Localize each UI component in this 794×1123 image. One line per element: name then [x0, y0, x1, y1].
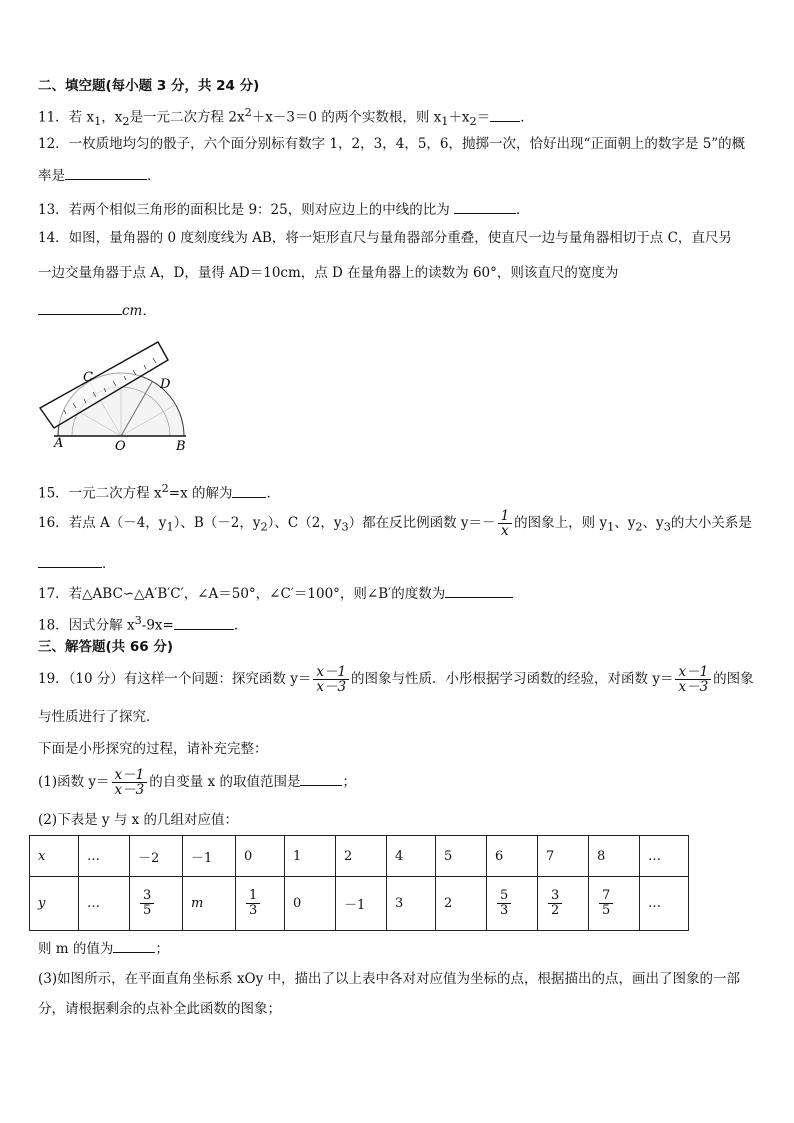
table-cell: y	[30, 877, 79, 931]
question-13: 13．若两个相似三角形的面积比是 9：25，则对应边上的中线的比为 ．	[38, 199, 530, 219]
fraction-func: $\frac{x-1}{x-3}$	[112, 768, 148, 797]
table-cell: 2	[336, 836, 387, 877]
section-2-title: 二、填空题(每小题 3 分，共 24 分)	[38, 78, 260, 94]
question-12-line1: 12．一枚质地均匀的骰子，六个面分别标有数字 1，2，3，4，5，6，抛掷一次，恰好出现“正面朝上的数字是 5”的概	[38, 136, 746, 152]
table-cell: x	[30, 836, 79, 877]
table-cell: 6	[487, 836, 538, 877]
question-18: 18．因式分解 $x^3-9x=$ ．	[38, 614, 248, 634]
table-cell: $\frac{3}{5}$	[130, 877, 183, 931]
table-cell: 4	[387, 836, 436, 877]
table-cell: …	[640, 836, 689, 877]
table-cell: $\frac{1}{3}$	[236, 877, 285, 931]
label-d: D	[160, 377, 171, 392]
section-3-title: 三、解答题(共 66 分)	[38, 639, 174, 655]
answer-blank[interactable]	[445, 583, 513, 598]
table-cell: 7	[538, 836, 589, 877]
label-c: C	[83, 370, 93, 385]
table-row-y	[30, 877, 689, 931]
table-cell: 8	[589, 836, 640, 877]
question-14-line1: 14．如图，量角器的 0 度刻度线为 AB，将一矩形直尺与量角器部分重叠，使直尺一边与量角器相切于点 C，直尺另	[38, 230, 732, 246]
question-14-line3: cm．	[38, 300, 156, 320]
question-16-line2: ．	[38, 553, 116, 573]
question-19-part2: (2)下表是 y 与 x 的几组对应值：	[38, 812, 239, 828]
table-cell: m	[183, 877, 236, 931]
question-15: 15．一元二次方程 $x^2=x$ 的解为 ．	[38, 482, 280, 502]
table-cell: 1	[285, 836, 336, 877]
question-19-part1: (1)函数 y＝ $\frac{x-1}{x-3}$ 的自变量 x 的取值范围是 ；	[38, 766, 356, 798]
question-19-part3-line2: 分，请根据剩余的点补全此函数的图象；	[38, 1001, 281, 1017]
answer-blank[interactable]	[490, 107, 520, 122]
question-19-part3-line1: (3)如图所示，在平面直角坐标系 xOy 中，描出了以上表中各对对应值为坐标的点，根据描出的点，画出了图象的一部	[38, 971, 741, 987]
table-cell: 2	[436, 877, 487, 931]
question-19-m: 则 m 的值为 ；	[38, 938, 169, 958]
question-11: 11．若 $x_1$，$x_2$是一元二次方程 $2x^2+x-3=0$ 的两个实数根，则 $x_1+x_2=$ ．	[38, 106, 534, 129]
label-b: B	[176, 439, 186, 454]
question-19-line3: 下面是小彤探究的过程，请补充完整：	[38, 741, 268, 757]
answer-blank[interactable]	[454, 199, 516, 214]
table-cell: －1	[183, 836, 236, 877]
answer-blank[interactable]	[38, 300, 122, 315]
table-cell: －1	[336, 877, 387, 931]
answer-blank[interactable]	[38, 553, 102, 568]
table-cell: …	[640, 877, 689, 931]
question-14-line2: 一边交量角器于点 A，D，量得 AD＝10cm，点 D 在量角器上的读数为 60°，则该直尺的宽度为	[38, 265, 619, 281]
answer-blank[interactable]	[113, 938, 155, 953]
question-19-line1: 19．（10 分）有这样一个问题：探究函数 y＝ $\frac{x-1}{x-3}$ 的图象与性质．小彤根据学习函数的经验，对函数 y＝ $\frac{x-1}{x-3}$ 的图象	[38, 663, 754, 695]
table-cell: 5	[436, 836, 487, 877]
label-o: O	[115, 439, 126, 454]
fraction-func: $\frac{x-1}{x-3}$	[313, 665, 349, 694]
question-16: 16．若点 A（－4，$y_1$）、B（－2，$y_2$）、C（2，$y_3$）都在反比例函数 y＝－ $\frac{1}{x}$ 的图象上，则 $y_1$、$y_2$、$y_3$的大小关系是	[38, 507, 752, 539]
table-cell: 3	[387, 877, 436, 931]
table-cell: …	[79, 877, 130, 931]
answer-blank[interactable]	[232, 483, 266, 498]
protractor-ruler-figure	[36, 340, 196, 455]
table-row-x	[30, 836, 689, 877]
fraction-neg-1-over-x: $\frac{1}{x}$	[498, 509, 513, 538]
question-17: 17．若△ABC∽△A′B′C′，∠A＝50°，∠C′＝100°，则∠B′的度数为	[38, 583, 513, 603]
question-12-line2: 率是 ．	[38, 165, 161, 185]
table-cell: －2	[130, 836, 183, 877]
table-cell: $\frac{3}{2}$	[538, 877, 589, 931]
table-cell: …	[79, 836, 130, 877]
question-19-line2: 与性质进行了探究．	[38, 709, 160, 725]
table-cell: 0	[236, 836, 285, 877]
answer-blank[interactable]	[65, 165, 147, 180]
table-cell: $\frac{5}{3}$	[487, 877, 538, 931]
label-a: A	[54, 436, 64, 451]
values-table	[29, 835, 689, 931]
table-cell: 0	[285, 877, 336, 931]
answer-blank[interactable]	[174, 615, 234, 630]
answer-blank[interactable]	[300, 771, 342, 786]
fraction-func: $\frac{x-1}{x-3}$	[675, 665, 711, 694]
table-cell: $\frac{7}{5}$	[589, 877, 640, 931]
